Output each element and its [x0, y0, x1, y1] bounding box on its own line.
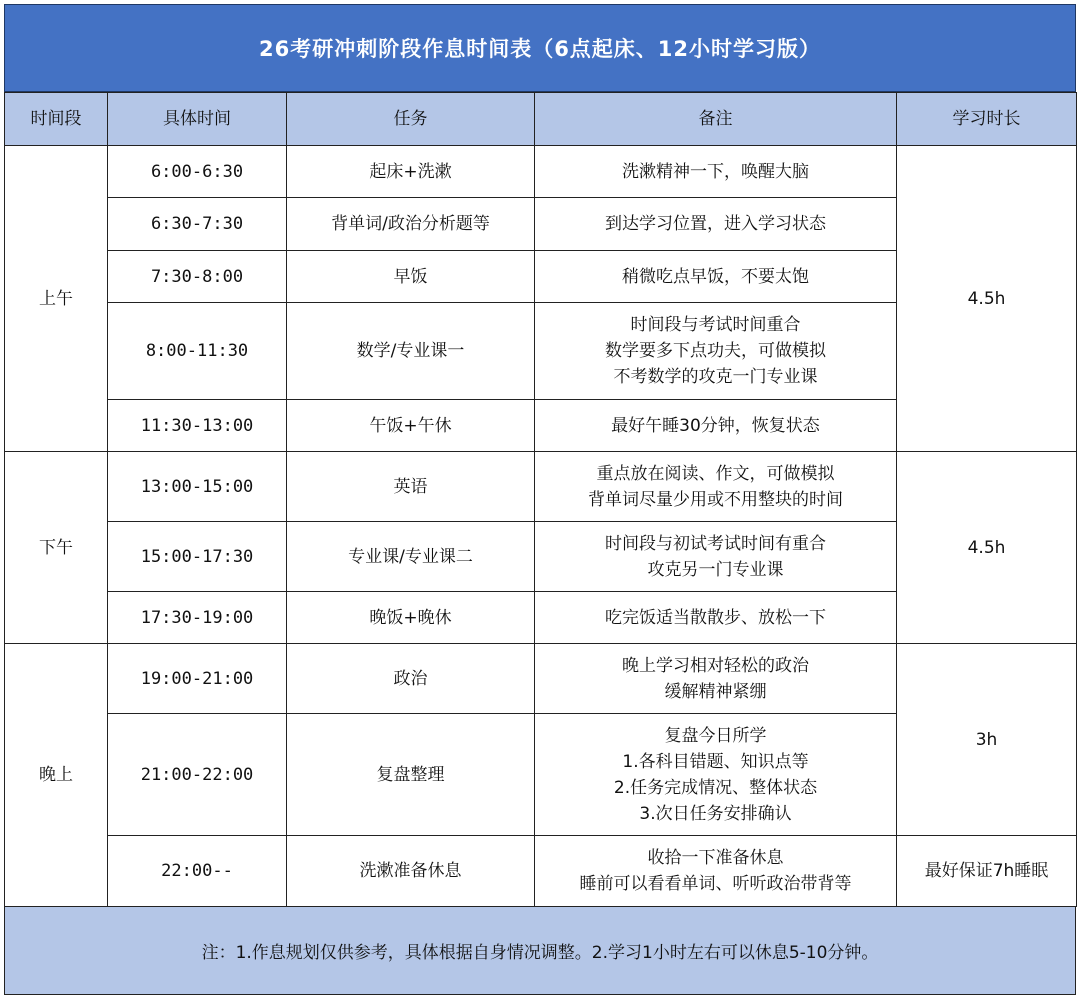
footer-note: 注：1.作息规划仅供参考，具体根据自身情况调整。2.学习1小时左右可以休息5-10分钟。 — [4, 907, 1076, 995]
note-line: 复盘今日所学 — [664, 725, 767, 746]
note-line: 3.次日任务安排确认 — [639, 803, 792, 824]
note-cell — [535, 592, 897, 644]
period-cell-evening: 晚上 — [5, 644, 108, 907]
time-cell: 21:00-22:00 — [108, 714, 287, 836]
time-cell: 17:30-19:00 — [108, 592, 287, 644]
note-line: 最好午睡30分钟，恢复状态 — [611, 415, 820, 436]
time-cell: 19:00-21:00 — [108, 644, 287, 714]
hours-cell-afternoon: 4.5h — [897, 452, 1077, 644]
time-cell: 11:30-13:00 — [108, 400, 287, 452]
schedule-sheet — [4, 4, 1076, 995]
task-cell: 早饭 — [287, 251, 535, 303]
table-row — [5, 146, 1077, 198]
task-cell: 数学/专业课一 — [287, 303, 535, 400]
note-cell — [535, 146, 897, 198]
hours-cell-morning: 4.5h — [897, 146, 1077, 452]
note-cell — [535, 714, 897, 836]
note-line: 时间段与初试考试时间有重合 — [605, 533, 826, 554]
note-line: 背单词尽量少用或不用整块的时间 — [588, 489, 843, 510]
note-line: 洗漱精神一下，唤醒大脑 — [622, 161, 809, 182]
time-cell: 7:30-8:00 — [108, 251, 287, 303]
note-line: 收拾一下准备休息 — [647, 848, 784, 868]
schedule-table — [4, 92, 1077, 907]
header-task: 任务 — [287, 93, 535, 146]
note-line: 到达学习位置，进入学习状态 — [605, 214, 826, 234]
note-line: 不考数学的攻克一门专业课 — [613, 367, 818, 387]
task-cell: 复盘整理 — [287, 714, 535, 836]
note-cell — [535, 452, 897, 522]
page-title: 26考研冲刺阶段作息时间表（6点起床、12小时学习版） — [4, 4, 1076, 92]
note-line: 吃完饭适当散散步、放松一下 — [605, 607, 826, 628]
note-line: 数学要多下点功夫，可做模拟 — [605, 341, 826, 361]
time-cell: 6:00-6:30 — [108, 146, 287, 198]
table-row — [5, 452, 1077, 522]
note-line: 2.任务完成情况、整体状态 — [613, 777, 818, 798]
header-note: 备注 — [535, 93, 897, 146]
time-cell: 22:00-- — [108, 836, 287, 907]
task-cell: 洗漱准备休息 — [287, 836, 535, 907]
note-line: 攻克另一门专业课 — [647, 559, 784, 580]
task-cell: 专业课/专业课二 — [287, 522, 535, 592]
note-line: 缓解精神紧绷 — [664, 681, 767, 702]
note-line: 晚上学习相对轻松的政治 — [622, 655, 809, 676]
table-row — [5, 836, 1077, 907]
time-cell: 8:00-11:30 — [108, 303, 287, 400]
note-line: 稍微吃点早饭，不要太饱 — [622, 266, 809, 287]
time-cell: 15:00-17:30 — [108, 522, 287, 592]
header-row — [5, 93, 1077, 146]
period-cell-afternoon: 下午 — [5, 452, 108, 644]
task-cell: 政治 — [287, 644, 535, 714]
note-cell — [535, 303, 897, 400]
hours-cell-evening: 3h — [897, 644, 1077, 836]
note-cell — [535, 836, 897, 907]
note-line: 重点放在阅读、作文，可做模拟 — [596, 463, 835, 484]
header-period: 时间段 — [5, 93, 108, 146]
note-cell — [535, 644, 897, 714]
task-cell: 背单词/政治分析题等 — [287, 198, 535, 251]
note-cell — [535, 522, 897, 592]
task-cell: 英语 — [287, 452, 535, 522]
table-row — [5, 644, 1077, 714]
note-line: 时间段与考试时间重合 — [630, 315, 801, 335]
task-cell: 起床+洗漱 — [287, 146, 535, 198]
time-cell: 13:00-15:00 — [108, 452, 287, 522]
sleep-note-cell: 最好保证7h睡眠 — [897, 836, 1077, 907]
header-time: 具体时间 — [108, 93, 287, 146]
period-cell-morning: 上午 — [5, 146, 108, 452]
task-cell: 午饭+午休 — [287, 400, 535, 452]
note-cell — [535, 400, 897, 452]
time-cell: 6:30-7:30 — [108, 198, 287, 251]
task-cell: 晚饭+晚休 — [287, 592, 535, 644]
note-cell — [535, 251, 897, 303]
note-line: 睡前可以看看单词、听听政治带背等 — [579, 874, 852, 894]
note-line: 1.各科目错题、知识点等 — [622, 751, 809, 772]
header-hours: 学习时长 — [897, 93, 1077, 146]
note-cell — [535, 198, 897, 251]
